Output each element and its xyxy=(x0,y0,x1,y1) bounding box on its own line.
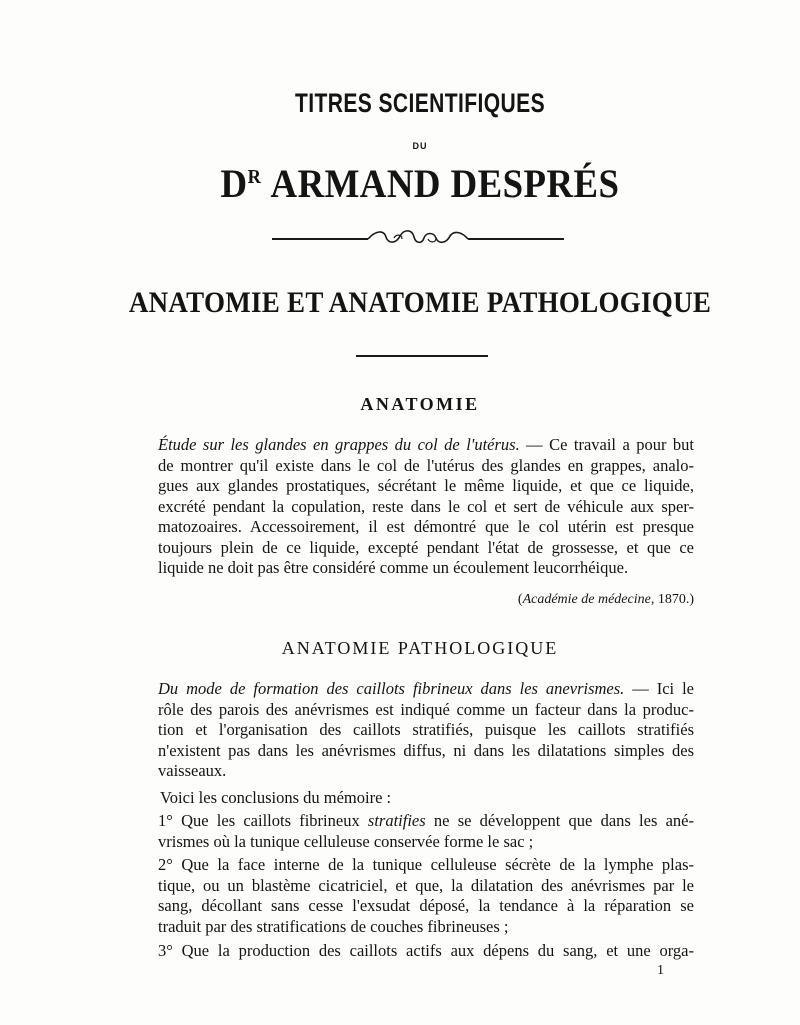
citation-paren: ( xyxy=(517,592,523,607)
paragraph-line: tique, ou un blastème cicatriciel, et que, la dilatation des anévrismes par le xyxy=(158,875,694,895)
anatomie-paragraph xyxy=(158,435,694,579)
paragraph-line: n'existent pas dans les anévrismes diffus, ni dans les dilatations simples des xyxy=(158,740,694,760)
line-text: Ici le xyxy=(656,679,694,698)
paragraph-line xyxy=(158,811,694,832)
title-dash: — xyxy=(624,679,657,698)
page-number: 1 xyxy=(657,963,664,978)
emphasis-term: stratifies xyxy=(367,811,426,830)
decorative-ornament xyxy=(268,226,568,250)
line-text: 1° Que les caillots fibrineux xyxy=(158,811,368,830)
paragraph-line: toujours plein de ce liquide, excepté pendant l'état de grossesse, et que ce xyxy=(158,537,694,557)
paragraph-line: traduit par des stratifications de couches fibrineuses ; xyxy=(158,916,509,936)
paragraph-line xyxy=(158,435,694,456)
author-name-heading xyxy=(34,160,800,207)
line-text: ne se développent que dans les ané- xyxy=(425,811,694,830)
title-connector: DU xyxy=(412,141,428,151)
conclusion-item-2 xyxy=(158,855,694,937)
author-prefix: D xyxy=(220,161,248,206)
pathologique-paragraph xyxy=(158,679,694,782)
conclusion-item-3 xyxy=(158,941,694,962)
paragraph-line: matozoaires. Accessoirement, il est démontré que le col utérin est presque xyxy=(158,517,694,536)
paragraph-line: sang, décollant sans cesse l'exsudat déposé, la tendance à la réparation se xyxy=(158,896,694,915)
section-title: ANATOMIE ET ANATOMIE PATHOLOGIQUE xyxy=(128,286,712,319)
paragraph-line: rôle des parois des anévrismes est indiqué comme un facteur dans la produc- xyxy=(158,699,694,719)
line-text: Ce travail a pour but xyxy=(549,435,694,454)
paragraph-line: 3° Que la production des caillots actifs aux dépens du sang, et une orga- xyxy=(158,941,694,960)
paragraph-line: vaisseaux. xyxy=(158,761,227,780)
source-citation xyxy=(440,592,694,608)
paragraph-line xyxy=(158,679,694,700)
pathologique-heading: ANATOMIE PATHOLOGIQUE xyxy=(281,638,559,658)
author-prefix-superscript: R xyxy=(247,166,262,188)
citation-year: 1870. xyxy=(654,592,690,607)
paragraph-line: tion et l'organisation des caillots stratifiés, puisque les caillots stratifiés xyxy=(158,720,694,739)
conclusions-intro xyxy=(160,788,696,809)
paragraph-line: vrismes où la tunique celluleuse conservée forme le sac ; xyxy=(158,831,534,851)
paragraph-line: 2° Que la face interne de la tunique celluleuse sécrète de la lymphe plas- xyxy=(158,855,694,874)
author-name: ARMAND DESPRÉS xyxy=(270,161,620,206)
title-dash: — xyxy=(519,435,550,454)
work-title: Du mode de formation des caillots fibrineux dans les anevrismes. xyxy=(158,679,625,698)
work-title: Étude sur les glandes en grappes du col de l'utérus. xyxy=(158,435,520,454)
anatomie-heading: ANATOMIE xyxy=(360,394,480,414)
citation-paren: ) xyxy=(689,592,694,607)
paragraph-line: gues aux glandes prostatiques, sécrétant le même liquide, et que ce liquide, xyxy=(158,476,694,495)
paragraph-line: excrété pendant la copulation, reste dans le col et sert de véhicule aux sper- xyxy=(158,496,694,516)
paragraph-line: de montrer qu'il existe dans le col de l'utérus des glandes en grappes, analo- xyxy=(158,455,694,475)
document-title: TITRES SCIENTIFIQUES xyxy=(294,88,546,118)
paragraph-line: liquide ne doit pas être considéré comme un écoulement leucorrhéique. xyxy=(158,558,629,577)
conclusion-item-1 xyxy=(158,811,694,852)
paragraph-line: Voici les conclusions du mémoire : xyxy=(160,788,392,807)
citation-venue: Académie de médecine, xyxy=(522,592,655,607)
section-divider xyxy=(356,355,488,357)
